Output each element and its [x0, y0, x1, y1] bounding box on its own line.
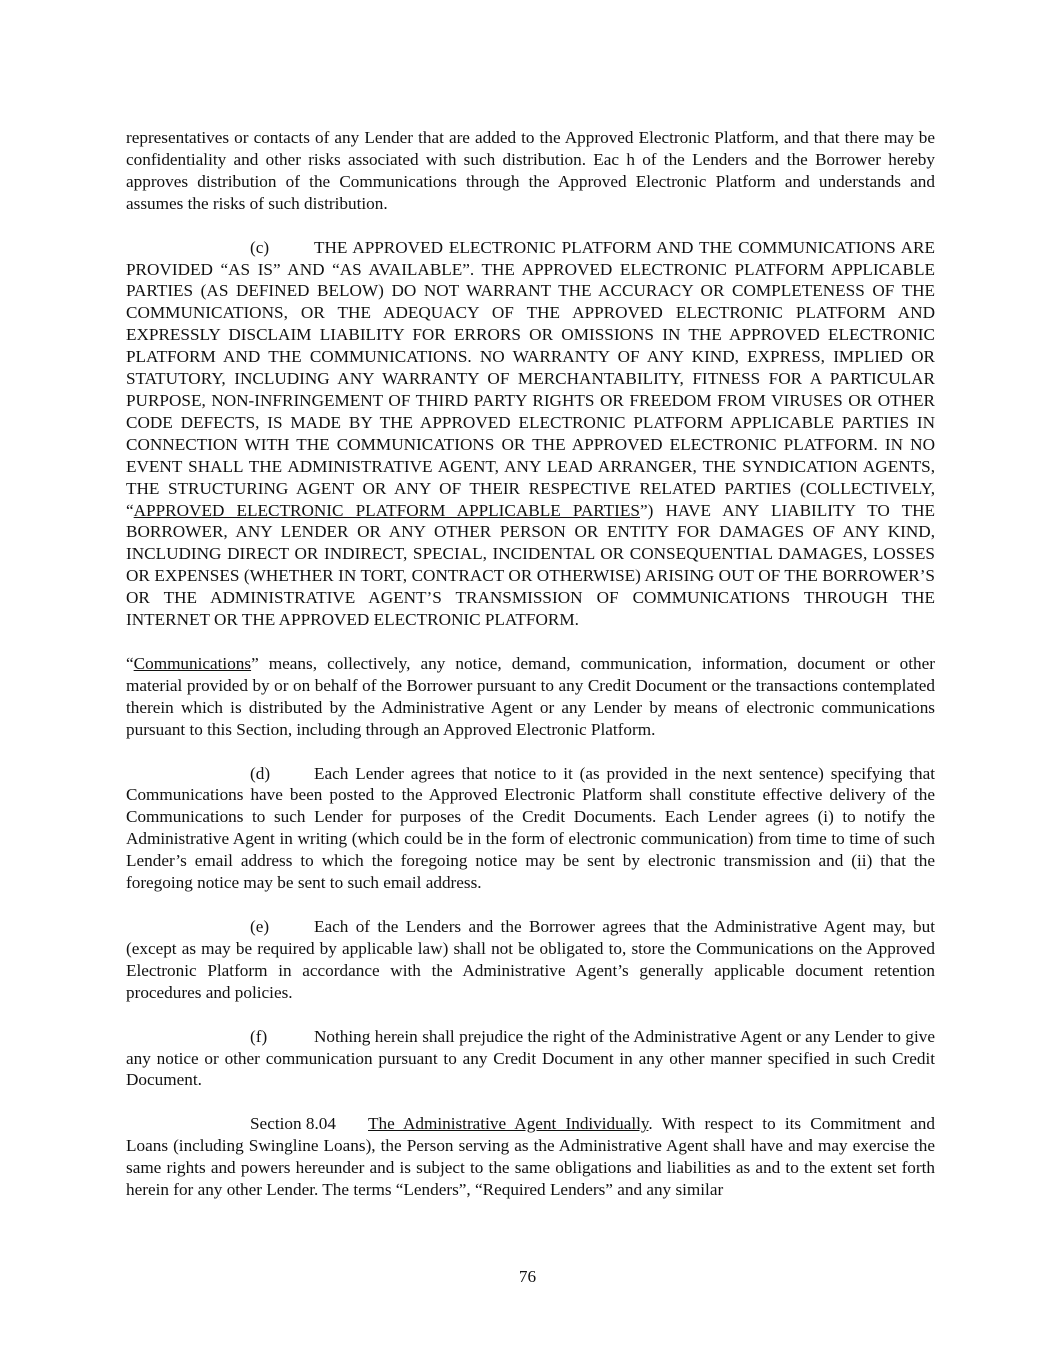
clause-f-text: Nothing herein shall prejudice the right of the Administrative Agent or any Lender to give any notice or other communication pursuant to any Credit Document in any other manner specified in such Credit Document. — [126, 1026, 935, 1090]
clause-label-e: (e) — [250, 917, 270, 936]
paragraph-d — [126, 763, 935, 894]
definition-open-quote: “ — [126, 653, 134, 673]
section-title: The Administrative Agent Individually — [368, 1114, 649, 1134]
section-number: Section 8.04 — [250, 1114, 336, 1134]
paragraph-section-8-04 — [126, 1113, 935, 1201]
paragraph-e — [126, 916, 935, 1004]
document-body — [126, 127, 935, 1223]
clause-d-text: Each Lender agrees that notice to it (as provided in the next sentence) specifying that Communications have been posted to the Approved Electronic Platform shall constitute effective delivery of the Communications to such Lender for purposes of the Credit Documents. Each Lender agrees (i) to notify the Administrative Agent in writing (which could be in the form of electronic communication) from time to time of such Lender’s email address to which the foregoing notice may be sent by electronic transmission and (ii) that the foregoing notice may be sent to such email address. — [126, 763, 935, 893]
section-text: . With respect to its Commitment and Loans (including Swingline Loans), the Person serving as the Administrative Agent shall have and may exercise the same rights and powers hereunder and is subject to the same obligations and liabilities as and to the extent set forth herein for any other Lender. The terms “Lenders”, “Required Lenders” and any similar — [126, 1114, 935, 1200]
defined-term-communications: Communications — [133, 653, 252, 673]
paragraph-f — [126, 1026, 935, 1092]
defined-term-platform-parties: APPROVED ELECTRONIC PLATFORM APPLICABLE PARTIES — [133, 500, 640, 520]
paragraph-c — [126, 237, 935, 631]
clause-label-d: (d) — [250, 763, 271, 783]
clause-label-f: (f) — [250, 1026, 268, 1046]
clause-c-text-1: THE APPROVED ELECTRONIC PLATFORM AND THE COMMUNICATIONS ARE PROVIDED “AS IS” AND “AS AVAILABLE”. THE APPROVED ELECTRONIC PLATFORM APPLICABLE PARTIES (AS DEFINED BELOW) DO NOT WARRANT THE ACCURACY OR COMPLETENESS OF THE COMMUNICATIONS, OR THE ADEQUACY OF THE APPROVED ELECTRONIC PLATFORM AND EXPRESSLY DISCLAIM LIABILITY FOR ERRORS OR OMISSIONS IN THE APPROVED ELECTRONIC PLATFORM AND THE COMMUNICATIONS. NO WARRANTY OF ANY KIND, EXPRESS, IMPLIED OR STATUTORY, INCLUDING ANY WARRANTY OF MERCHANTABILITY, FITNESS FOR A PARTICULAR PURPOSE, NON-INFRINGEMENT OF THIRD PARTY RIGHTS OR FREEDOM FROM VIRUSES OR OTHER CODE DEFECTS, IS MADE BY THE APPROVED ELECTRONIC PLATFORM APPLICABLE PARTIES IN CONNECTION WITH THE COMMUNICATIONS OR THE APPROVED ELECTRONIC PLATFORM. IN NO EVENT SHALL THE ADMINISTRATIVE AGENT, ANY LEAD ARRANGER, THE SYNDICATION AGENTS, THE STRUCTURING AGENT OR ANY OF THEIR RESPECTIVE RELATED PARTIES (COLLECTIVELY, “ — [126, 237, 935, 520]
definition-text: ” means, collectively, any notice, demand, communication, information, document or other material provided by or on behalf of the Borrower pursuant to any Credit Document or the transactions contemplated therein which is distributed by the Administrative Agent or any Lender by means of electronic communications pursuant to this Section, including through an Approved Electronic Platform. — [126, 653, 935, 739]
clause-e-text: Each of the Lenders and the Borrower agrees that the Administrative Agent may, but (except as may be required by applicable law) shall not be obligated to, store the Communications on the Approved Electronic Platform in accordance with the Administrative Agent’s generally applicable document retention procedures and policies. — [126, 917, 935, 1002]
clause-label-c: (c) — [250, 237, 270, 257]
paragraph-communications-definition — [126, 653, 935, 741]
paragraph-continuation: representatives or contacts of any Lender that are added to the Approved Electronic Platform, and that there may be confidentiality and other risks associated with such distribution. Eac h of the Lenders and the Borrower hereby approves distribution of the Communications through the Approved Electronic Platform and understands and assumes the risks of such distribution. — [126, 128, 935, 213]
clause-c-text-2: ”) HAVE ANY LIABILITY TO THE BORROWER, ANY LENDER OR ANY OTHER PERSON OR ENTITY FOR DAMAGES OF ANY KIND, INCLUDING DIRECT OR INDIRECT, SPECIAL, INCIDENTAL OR CONSEQUENTIAL DAMAGES, LOSSES OR EXPENSES (WHETHER IN TORT, CONTRACT OR OTHERWISE) ARISING OUT OF THE BORROWER’S OR THE ADMINISTRATIVE AGENT’S TRANSMISSION OF COMMUNICATIONS THROUGH THE INTERNET OR THE APPROVED ELECTRONIC PLATFORM. — [126, 500, 935, 630]
page-number: 76 — [518, 1267, 537, 1286]
